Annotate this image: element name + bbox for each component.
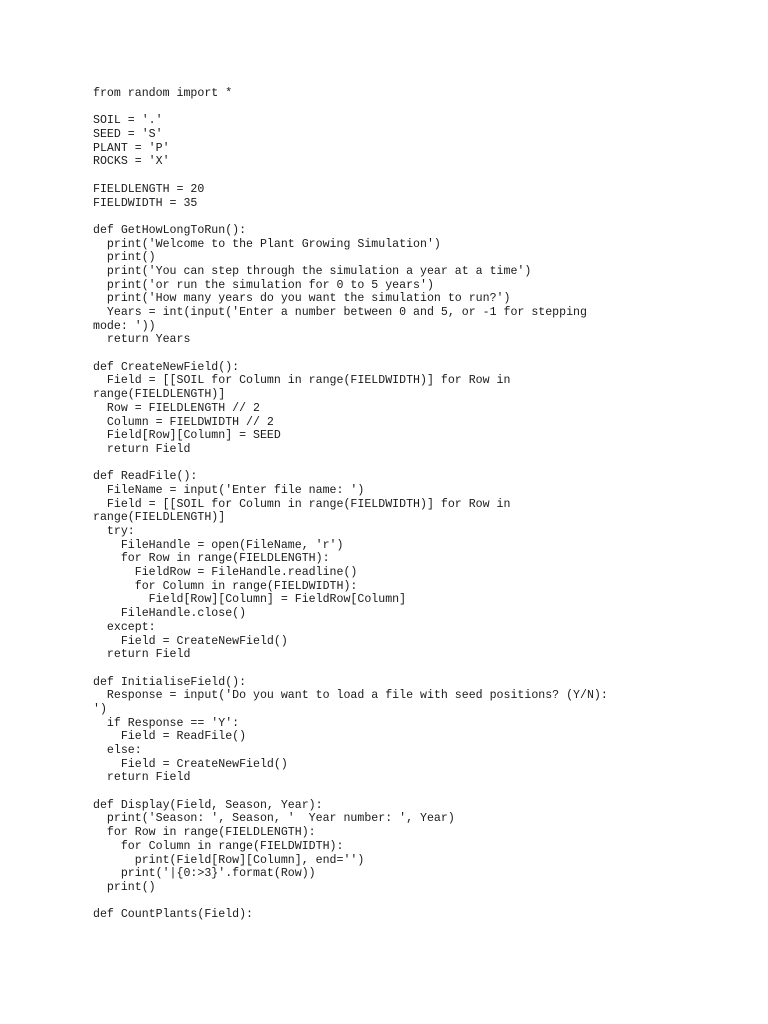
code-line: ROCKS = 'X' [93,155,170,169]
code-line: def ReadFile(): [93,470,198,484]
code-line: range(FIELDLENGTH)] [93,511,226,525]
code-line [93,101,693,115]
code-line: ') [93,702,107,716]
code-line: for Row in range(FIELDLENGTH): [93,552,330,566]
code-line: SOIL = '.' [93,114,163,128]
code-line: def CreateNewField(): [93,360,240,374]
code-line: Field = [[SOIL for Column in range(FIELDWIDTH)] for Row in [93,497,511,511]
code-line: print(Field[Row][Column], end='') [93,853,365,867]
code-line: mode: ')) [93,319,156,333]
code-line [93,662,693,676]
code-line: def GetHowLongToRun(): [93,223,247,237]
code-line: FileHandle = open(FileName, 'r') [93,538,344,552]
code-listing [93,87,693,922]
code-line: else: [93,744,142,757]
code-line [93,169,693,183]
code-line: SEED = 'S' [93,128,163,142]
code-line: for Column in range(FIELDWIDTH): [93,839,344,853]
code-line: FIELDLENGTH = 20 [93,182,205,196]
code-line: def CountPlants(Field): [93,908,254,922]
code-line: print() [93,251,156,265]
code-line: return Field [93,648,191,662]
code-line: def InitialiseField(): [93,675,247,689]
code-line [93,347,693,361]
code-line: for Column in range(FIELDWIDTH): [93,579,358,593]
code-line: def Display(Field, Season, Year): [93,798,323,812]
code-line: except: [93,620,156,634]
code-line: Column = FIELDWIDTH // 2 [93,415,274,429]
code-line: print('How many years do you want the simulation to run?') [93,292,511,306]
code-line: Response = input('Do you want to load a file with seed positions? (Y/N): [93,689,608,703]
code-line: print('or run the simulation for 0 to 5 years') [93,278,434,292]
code-line: FileHandle.close() [93,607,247,621]
code-line: FieldRow = FileHandle.readline() [93,566,358,580]
code-line: try: [93,525,135,538]
code-line: print() [93,880,156,894]
code-line: Field = CreateNewField() [93,634,288,648]
code-line: Field = CreateNewField() [93,757,288,771]
code-line [93,457,693,471]
code-line: for Row in range(FIELDLENGTH): [93,826,316,840]
code-line: print('Season: ', Season, ' Year number: ', Year) [93,812,455,826]
code-line: Field[Row][Column] = FieldRow[Column] [93,593,407,607]
code-line: Field = ReadFile() [93,730,247,744]
code-line: PLANT = 'P' [93,141,170,155]
code-line: print('Welcome to the Plant Growing Simulation') [93,237,441,251]
code-line: range(FIELDLENGTH)] [93,388,226,402]
code-line [93,785,693,799]
code-line: return Years [93,333,191,347]
code-line [93,210,693,224]
code-line: return Field [93,771,191,785]
code-line: FileName = input('Enter file name: ') [93,483,365,497]
code-line: print('|{0:>3}'.format(Row)) [93,867,316,881]
code-line: FIELDWIDTH = 35 [93,196,198,210]
code-line: return Field [93,442,191,456]
code-line: Field[Row][Column] = SEED [93,429,281,443]
code-line: from random import * [93,87,233,100]
code-line: Row = FIELDLENGTH // 2 [93,401,260,415]
code-line: if Response == 'Y': [93,716,240,730]
code-line: Years = int(input('Enter a number between 0 and 5, or -1 for stepping [93,306,587,319]
code-line [93,895,693,909]
code-line: Field = [[SOIL for Column in range(FIELDWIDTH)] for Row in [93,374,511,388]
code-line: print('You can step through the simulation a year at a time') [93,264,532,278]
